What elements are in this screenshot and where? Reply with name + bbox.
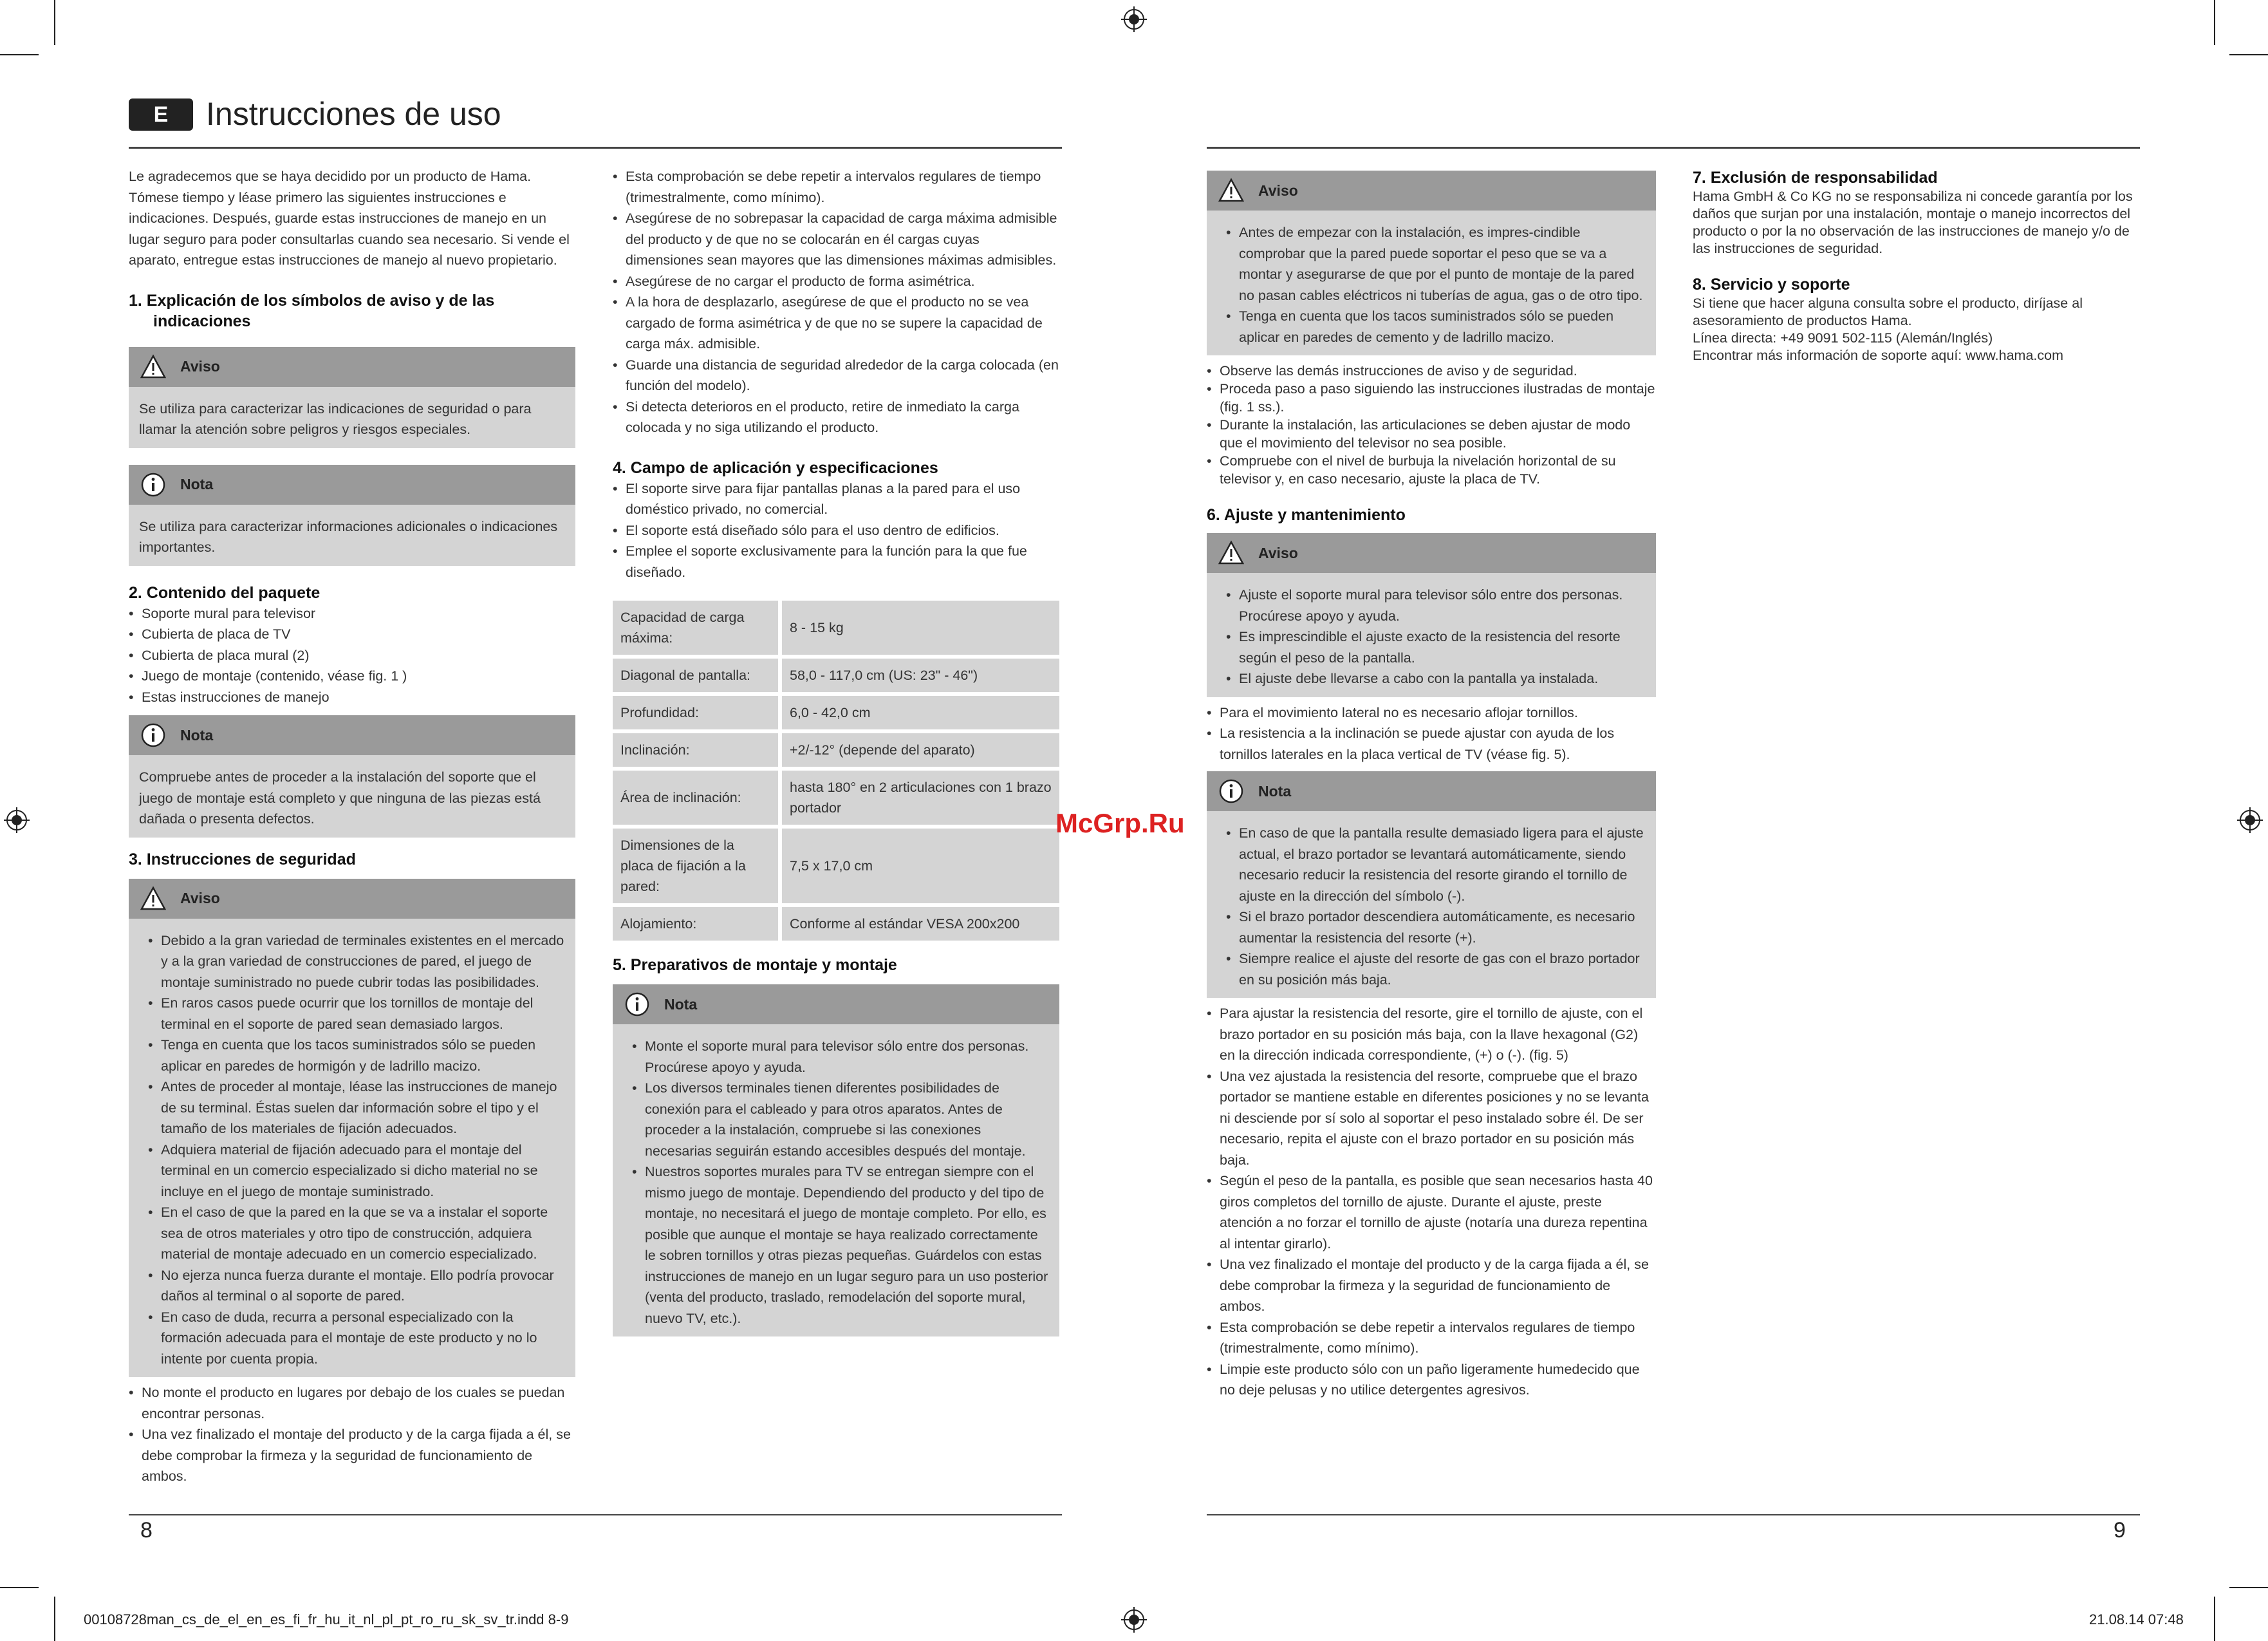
list-item: • Los diversos terminales tienen diferentes posibilidades de conexión para el cableado y para otros aparatos. Antes de proceder a la instalación, compruebe si las conexiones necesarias seguirán estando accesibles después del montaje. xyxy=(623,1078,1049,1161)
list-item: • Esta comprobación se debe repetir a intervalos regulares de tiempo (trimestralmente, como mínimo). xyxy=(1207,1317,1656,1359)
spec-key: Inclinación: xyxy=(613,733,782,767)
header-rule-left xyxy=(129,147,1062,149)
list-item: • El ajuste debe llevarse a cabo con la pantalla ya instalada. xyxy=(1217,668,1646,689)
crop-mark xyxy=(2214,0,2215,45)
table-row xyxy=(613,659,1059,692)
list-item: • En caso de duda, recurra a personal especializado con la formación adecuada para el montaje de este producto y no lo intente por cuenta propia. xyxy=(139,1307,565,1370)
warning-triangle-icon xyxy=(1218,178,1244,203)
list-item: • Soporte mural para televisor xyxy=(129,603,575,624)
page-number-right: 9 xyxy=(2114,1518,2126,1543)
crop-mark xyxy=(0,1587,39,1588)
table-row xyxy=(613,829,1059,903)
section-6-title: 6. Ajuste y mantenimiento xyxy=(1207,506,1406,524)
spec-value: 8 - 15 kg xyxy=(782,601,1059,655)
section-2-title: 2. Contenido del paquete xyxy=(129,583,321,602)
info-icon xyxy=(624,991,650,1017)
list-item: • Antes de empezar con la instalación, es impres-cindible comprobar que la pared puede soportar el peso que se va a montar y asegurarse de que por el punto de montaje de la pared no pasan cables eléctricos ni tuberías de agua, gas o de otro tipo. xyxy=(1217,222,1646,306)
page-title: Instrucciones de uso xyxy=(206,96,501,132)
warning-label: Aviso xyxy=(180,890,220,907)
note-label: Nota xyxy=(180,476,214,493)
section-1-title: 1. Explicación de los símbolos de aviso y de las indicaciones xyxy=(129,291,495,330)
header-rule-right xyxy=(1207,147,2140,149)
table-row xyxy=(613,907,1059,941)
list-item: • Proceda paso a paso siguiendo las instrucciones ilustradas de montaje (fig. 1 ss.). xyxy=(1207,380,1656,416)
info-icon xyxy=(140,722,166,748)
note-label: Nota xyxy=(1258,782,1292,800)
note-box-header xyxy=(129,465,575,505)
package-contents-list xyxy=(129,603,575,708)
list-item: • Debido a la gran variedad de terminales existentes en el mercado y a la gran variedad de construcciones de pared, el juego de montaje suministrado no puede cubrir todas las posibilidades. xyxy=(139,930,565,993)
list-item: • Esta comprobación se debe repetir a intervalos regulares de tiempo (trimestralmente, como mínimo). xyxy=(613,166,1059,208)
footer-filename: 00108728man_cs_de_el_en_es_fi_fr_hu_it_nl_pl_pt_ro_ru_sk_sv_tr.indd 8-9 xyxy=(84,1611,569,1627)
warning-box-body xyxy=(129,923,575,1378)
warning-box-body xyxy=(1207,214,1656,355)
adjustment-list xyxy=(1207,702,1656,765)
list-item: • Para el movimiento lateral no es necesario aflojar tornillos. xyxy=(1207,702,1656,724)
list-item: • Limpie este producto sólo con un paño ligeramente humedecido que no deje pelusas y no utilice detergentes agresivos. xyxy=(1207,1359,1656,1401)
list-item: • El soporte sirve para fijar pantallas planas a la pared para el uso doméstico privado, no comercial. xyxy=(613,478,1059,520)
application-list xyxy=(613,478,1059,583)
list-item: • Nuestros soportes murales para TV se entregan siempre con el mismo juego de montaje. Dependiendo del producto y del tipo de montaje, no necesitará el juego de montaje completo. Por ello, es posible que aunque el montaje se haya realizado correctamente le sobren tornillos y otras piezas pequeñas. Guárdelos con estas instrucciones de manejo en un lugar seguro para un uso posterior (venta del producto, traslado, remodelación del soporte mural, nuevo TV, etc.). xyxy=(623,1161,1049,1329)
spec-key: Dimensiones de la placa de fijación a la pared: xyxy=(613,829,782,903)
list-item: • Cubierta de placa mural (2) xyxy=(129,645,575,666)
crop-mark xyxy=(2214,1597,2215,1641)
list-item: • Una vez finalizado el montaje del producto y de la carga fijada a él, se debe comprobar la firmeza y la seguridad de funcionamiento de ambos. xyxy=(129,1424,575,1487)
language-badge: E xyxy=(129,98,193,131)
table-row xyxy=(613,733,1059,767)
watermark-text: McGrp.Ru xyxy=(1055,808,1185,838)
support-line: Si tiene que hacer alguna consulta sobre el producto, diríjase al asesoramiento de productos Hama. xyxy=(1693,295,2083,328)
list-item: • Adquiera material de fijación adecuado para el montaje del terminal en un comercio especializado si dicho material no se incluye en el juego de montaje suministrado. xyxy=(139,1139,565,1203)
note-label: Nota xyxy=(180,726,214,744)
info-icon xyxy=(1218,778,1244,804)
intro-paragraph: Le agradecemos que se haya decidido por un producto de Hama. Tómese tiempo y léase primero las siguientes instrucciones e indicaciones. Después, guarde estas instrucciones de manejo en un lugar seguro para poder consultarlas cuando sea necesario. Si vende el aparato, entregue estas instrucciones de manejo al nuevo propietario. xyxy=(129,169,570,268)
warning-box-header xyxy=(1207,533,1656,573)
list-item: • Emplee el soporte exclusivamente para la función para la que fue diseñado. xyxy=(613,541,1059,583)
spec-key: Capacidad de carga máxima: xyxy=(613,601,782,655)
warning-box-header xyxy=(129,879,575,919)
column-4 xyxy=(1693,167,2143,364)
list-item: • El soporte está diseñado sólo para el uso dentro de edificios. xyxy=(613,520,1059,541)
spec-key: Diagonal de pantalla: xyxy=(613,659,782,692)
section-5-title: 5. Preparativos de montaje y montaje xyxy=(613,956,897,974)
support-hotline: Línea directa: +49 9091 502-115 (Alemán/Inglés) xyxy=(1693,330,1993,346)
list-item: • Es imprescindible el ajuste exacto de la resistencia del resorte según el peso de la pantalla. xyxy=(1217,626,1646,668)
crop-mark xyxy=(54,0,55,45)
spec-value: 7,5 x 17,0 cm xyxy=(782,829,1059,903)
list-item: • Una vez finalizado el montaje del producto y de la carga fijada a él, se debe comprobar la firmeza y la seguridad de funcionamiento de ambos. xyxy=(1207,1254,1656,1317)
column-2 xyxy=(613,166,1059,1336)
warning-box-header xyxy=(1207,171,1656,211)
list-item: • Guarde una distancia de seguridad alrededor de la carga colocada (en función del modelo). xyxy=(613,355,1059,397)
warning-triangle-icon xyxy=(1218,540,1244,566)
warning-box xyxy=(1207,533,1656,697)
warning-box-text: Se utiliza para caracterizar las indicaciones de seguridad o para llamar la atención sobre peligros y riesgos especiales. xyxy=(139,400,532,437)
list-item: • Tenga en cuenta que los tacos suministrados sólo se pueden aplicar en paredes de hormigón y de ladrillo macizo. xyxy=(139,1035,565,1076)
note-box xyxy=(129,715,575,838)
warning-triangle-icon xyxy=(140,354,166,380)
page-number-left: 8 xyxy=(140,1518,153,1543)
installation-list xyxy=(1207,362,1656,488)
list-item: • Antes de proceder al montaje, léase las instrucciones de manejo de su terminal. Éstas suelen dar información sobre el tipo y el tamaño de los materiales de fijación adecuados. xyxy=(139,1076,565,1139)
footer-rule-left xyxy=(129,1514,1062,1515)
warning-label: Aviso xyxy=(1258,544,1298,561)
warning-box-body xyxy=(1207,577,1656,697)
list-item: • A la hora de desplazarlo, asegúrese de que el producto no se vea cargado de forma asimétrica y de que no se supere la capacidad de carga máx. admisible. xyxy=(613,292,1059,355)
registration-mark-icon xyxy=(2237,807,2263,833)
warning-box xyxy=(1207,171,1656,355)
spec-value: hasta 180° en 2 articulaciones con 1 brazo portador xyxy=(782,771,1059,825)
list-item: • Monte el soporte mural para televisor sólo entre dos personas. Procúrese apoyo y ayuda. xyxy=(623,1036,1049,1078)
warning-triangle-icon xyxy=(140,886,166,912)
note-box-text: Compruebe antes de proceder a la instalación del soporte que el juego de montaje está completo y que ninguna de las piezas está dañada o presenta defectos. xyxy=(139,769,541,827)
list-item: • Asegúrese de no cargar el producto de forma asimétrica. xyxy=(613,271,1059,292)
note-box-header xyxy=(613,984,1059,1024)
warning-label: Aviso xyxy=(1258,182,1298,199)
list-item: • La resistencia a la inclinación se puede ajustar con ayuda de los tornillos laterales en la placa vertical de TV (véase fig. 5). xyxy=(1207,723,1656,765)
list-item: • En el caso de que la pared en la que se va a instalar el soporte sea de otros materiales y otro tipo de construcción, adquiera material de montaje adecuado en un comercio especializado. xyxy=(139,1202,565,1265)
info-icon xyxy=(140,472,166,498)
section-7-title: 7. Exclusión de responsabilidad xyxy=(1693,169,1938,187)
warning-box-header xyxy=(129,347,575,387)
list-item: • En raros casos puede ocurrir que los tornillos de montaje del terminal en el soporte de pared sean demasiado largos. xyxy=(139,993,565,1035)
safety-list-continued xyxy=(613,166,1059,438)
footer-date: 21.08.14 07:48 xyxy=(2089,1611,2184,1627)
note-box-header xyxy=(1207,771,1656,811)
section-8-title: 8. Servicio y soporte xyxy=(1693,276,1850,294)
table-row xyxy=(613,601,1059,655)
spec-value: Conforme al estándar VESA 200x200 xyxy=(782,907,1059,941)
registration-mark-icon xyxy=(1121,1607,1147,1633)
disclaimer-paragraph: Hama GmbH & Co KG no se responsabiliza ni concede garantía por los daños que surjan por una instalación, montaje o manejo incorrectos del producto o por la no observación de las instrucciones de manejo y/o de las instrucciones de seguridad. xyxy=(1693,189,2133,256)
warning-box xyxy=(129,347,575,448)
list-item: • No monte el producto en lugares por debajo de los cuales se puedan encontrar personas. xyxy=(129,1382,575,1424)
footer-rule-right xyxy=(1207,1514,2140,1515)
crop-mark xyxy=(2229,54,2268,55)
maintenance-list xyxy=(1207,1003,1656,1401)
list-item: • Ajuste el soporte mural para televisor sólo entre dos personas. Procúrese apoyo y ayuda. xyxy=(1217,585,1646,626)
list-item: • Si detecta deterioros en el producto, retire de inmediato la carga colocada y no siga utilizando el producto. xyxy=(613,397,1059,438)
spec-value: 58,0 - 117,0 cm (US: 23" - 46") xyxy=(782,659,1059,692)
crop-mark xyxy=(2229,1587,2268,1588)
note-box-header xyxy=(129,715,575,755)
note-box xyxy=(613,984,1059,1336)
list-item: • Asegúrese de no sobrepasar la capacidad de carga máxima admisible del producto y de que no se colocarán en él cargas cuyas dimensiones sean mayores que las dimensiones máximas admisibles. xyxy=(613,208,1059,271)
crop-mark xyxy=(54,1597,55,1641)
spec-key: Alojamiento: xyxy=(613,907,782,941)
spec-key: Profundidad: xyxy=(613,696,782,729)
safety-list xyxy=(129,1382,575,1487)
note-box-text: Se utiliza para caracterizar informaciones adicionales o indicaciones importantes. xyxy=(139,518,558,555)
column-3 xyxy=(1207,171,1656,1401)
column-1 xyxy=(129,166,575,1487)
note-box xyxy=(1207,771,1656,998)
table-row xyxy=(613,771,1059,825)
crop-mark xyxy=(0,54,39,55)
registration-mark-icon xyxy=(1121,6,1147,32)
warning-label: Aviso xyxy=(180,358,220,375)
spec-value: +2/-12° (depende del aparato) xyxy=(782,733,1059,767)
list-item: • Observe las demás instrucciones de aviso y de seguridad. xyxy=(1207,362,1656,380)
list-item: • En caso de que la pantalla resulte demasiado ligera para el ajuste actual, el brazo portador se levantará automáticamente, siendo necesario reducir la resistencia del resorte girando el tornillo de ajuste en la dirección del símbolo (-). xyxy=(1217,823,1646,906)
list-item: • Siempre realice el ajuste del resorte de gas con el brazo portador en su posición más baja. xyxy=(1217,948,1646,990)
list-item: • Durante la instalación, las articulaciones se deben ajustar de modo que el movimiento del televisor no sea posible. xyxy=(1207,416,1656,452)
list-item: • Juego de montaje (contenido, véase fig. 1 ) xyxy=(129,666,575,687)
list-item: • Compruebe con el nivel de burbuja la nivelación horizontal de su televisor y, en caso necesario, ajuste la placa de TV. xyxy=(1207,452,1656,488)
section-4-title: 4. Campo de aplicación y especificaciones xyxy=(613,458,938,477)
list-item: • Cubierta de placa de TV xyxy=(129,624,575,645)
note-box-body xyxy=(1207,815,1656,998)
support-website: Encontrar más información de soporte aquí: www.hama.com xyxy=(1693,348,2063,363)
list-item: • Según el peso de la pantalla, es posible que sean necesarios hasta 40 giros completos del tornillo de ajuste. Durante el ajuste, preste atención a no forzar el tornillo de ajuste (notaría una dureza repentina al intentar girarlo). xyxy=(1207,1170,1656,1254)
list-item: • Estas instrucciones de manejo xyxy=(129,687,575,708)
spec-value: 6,0 - 42,0 cm xyxy=(782,696,1059,729)
registration-mark-icon xyxy=(4,807,30,833)
list-item: • Tenga en cuenta que los tacos suministrados sólo se pueden aplicar en paredes de cemento y de ladrillo macizo. xyxy=(1217,306,1646,348)
note-box xyxy=(129,465,575,566)
list-item: • No ejerza nunca fuerza durante el montaje. Ello podría provocar daños al terminal o al soporte de pared. xyxy=(139,1265,565,1307)
note-label: Nota xyxy=(664,995,698,1013)
list-item: • Una vez ajustada la resistencia del resorte, compruebe que el brazo portador se mantiene estable en diferentes posiciones y no se levanta ni desciende por sí solo al soportar el peso instalado sobre él. De ser necesario, repita el ajuste con el brazo portador en su posición más baja. xyxy=(1207,1066,1656,1171)
section-3-title: 3. Instrucciones de seguridad xyxy=(129,850,356,868)
table-row xyxy=(613,696,1059,729)
warning-box xyxy=(129,879,575,1378)
spec-key: Área de inclinación: xyxy=(613,771,782,825)
specifications-table xyxy=(613,597,1059,944)
list-item: • Para ajustar la resistencia del resorte, gire el tornillo de ajuste, con el brazo portador en su posición más baja, con la llave hexagonal (G2) en la dirección indicada correspondiente, (+) o (-). (fig. 5) xyxy=(1207,1003,1656,1066)
note-box-body xyxy=(613,1028,1059,1336)
list-item: • Si el brazo portador descendiera automáticamente, es necesario aumentar la resistencia del resorte (+). xyxy=(1217,906,1646,948)
